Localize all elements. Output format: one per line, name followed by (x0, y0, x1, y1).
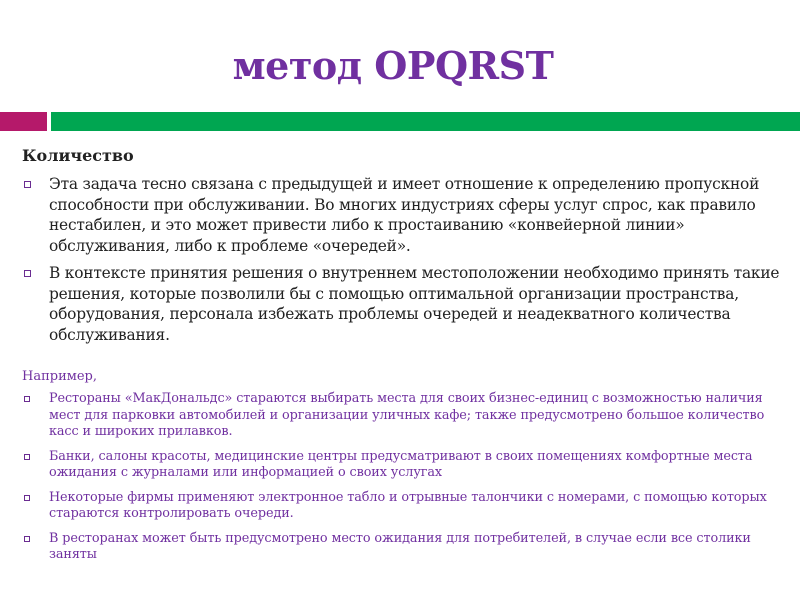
list-item (22, 263, 782, 345)
square-bullet-icon (24, 270, 31, 277)
square-bullet-icon (24, 536, 30, 542)
list-item-text: Эта задача тесно связана с предыдущей и имеет отношение к определению пропускной способности при обслуживании. Во многих индустриях сферы услуг спрос, как правило нестабилен, и это может привести либо к простаиванию «конвейерной линии» обслуживания, либо к проблеме «очередей». (49, 175, 760, 255)
list-item-text: Банки, салоны красоты, медицинские центры предусматривают в своих помещениях комфортные места ожидания с журналами или информацией о своих услугах (49, 448, 753, 480)
list-item (22, 391, 782, 441)
decorative-bar-magenta (0, 112, 47, 131)
square-bullet-icon (24, 396, 30, 402)
square-bullet-icon (24, 495, 30, 501)
example-label: Например, (22, 369, 97, 384)
list-item (22, 174, 782, 256)
list-item (22, 531, 782, 564)
example-bullet-list (22, 391, 782, 572)
section-heading: Количество (22, 146, 134, 165)
list-item-text: В контексте принятия решения о внутреннем местоположении необходимо принять такие решения, которые позволили бы с помощью оптимальной организации пространства, оборудования, персонала избежать проблемы очередей и неадекватного количества обслуживания. (49, 264, 780, 344)
slide-title: метод OPQRST (232, 43, 554, 88)
list-item-text: Некоторые фирмы применяют электронное табло и отрывные талончики с номерами, с помощью которых стараются контролировать очереди. (49, 489, 767, 521)
square-bullet-icon (24, 454, 30, 460)
main-bullet-list (22, 174, 782, 352)
list-item (22, 490, 782, 523)
list-item-text: В ресторанах может быть предусмотрено место ожидания для потребителей, в случае если все столики заняты (49, 530, 751, 562)
decorative-bar-green (51, 112, 800, 131)
square-bullet-icon (24, 181, 31, 188)
list-item (22, 449, 782, 482)
list-item-text: Рестораны «МакДональдс» стараются выбирать места для своих бизнес-единиц с возможностью наличия мест для парковки автомобилей и организации уличных кафе; также предусмотрено большое количество касс и широких прилавков. (49, 391, 765, 439)
